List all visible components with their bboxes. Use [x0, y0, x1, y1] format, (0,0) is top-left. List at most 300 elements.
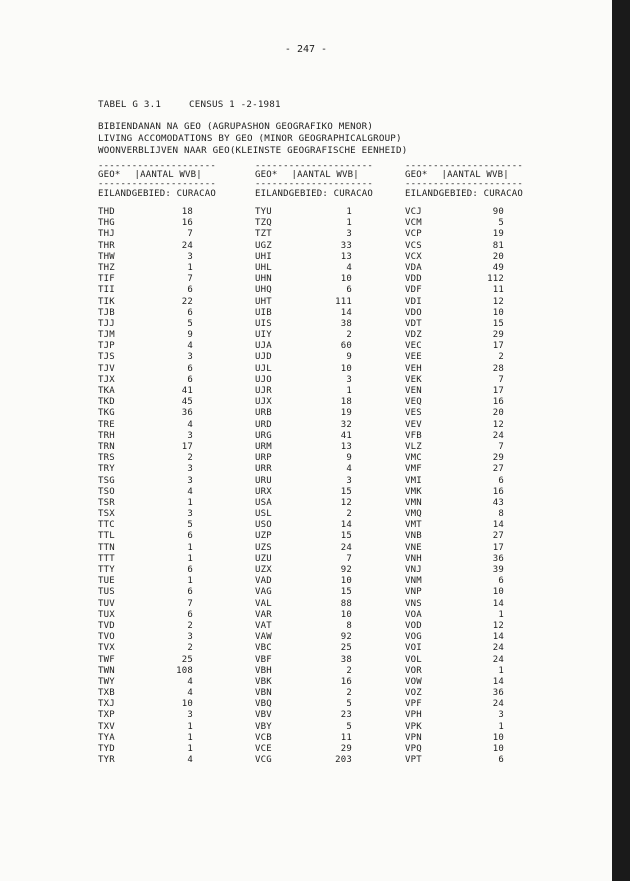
dwelling-count: 108	[176, 665, 193, 676]
dwelling-count: 3	[346, 475, 352, 486]
geo-code: VBC	[255, 643, 272, 654]
title-line-dutch: WOONVERBLIJVEN NAAR GEO(KLEINSTE GEOGRAFISCHE EENHEID)	[98, 145, 408, 156]
table-row	[255, 308, 373, 319]
census-date: CENSUS 1 -2-1981	[189, 99, 281, 110]
table-row	[405, 576, 523, 587]
table-row	[405, 621, 523, 632]
geo-code: VAL	[255, 598, 272, 609]
geo-code: VCM	[405, 218, 422, 229]
geo-code: UJA	[255, 341, 272, 352]
geo-code: VNP	[405, 587, 422, 598]
dwelling-count: 10	[340, 576, 352, 587]
geo-code: VAW	[255, 632, 272, 643]
table-row	[255, 252, 373, 263]
table-row	[98, 755, 216, 766]
table-row	[255, 509, 373, 520]
table-row	[405, 755, 523, 766]
dwelling-count: 10	[492, 587, 504, 598]
geo-code: TJX	[98, 374, 115, 385]
eilandgebied-label: EILANDGEBIED: CURACAO	[405, 189, 523, 199]
geo-code: TIK	[98, 296, 115, 307]
dwelling-count: 1	[498, 721, 504, 732]
dwelling-count: 10	[492, 744, 504, 754]
table-row	[405, 677, 523, 688]
dwelling-count: 2	[346, 509, 352, 520]
dwelling-count: 2	[187, 643, 193, 654]
data-column-1	[98, 163, 216, 766]
dwelling-count: 11	[492, 285, 504, 296]
dwelling-count: 3	[346, 374, 352, 385]
header-spacer	[427, 169, 441, 181]
geo-code: VPF	[405, 699, 422, 710]
geo-code: VEQ	[405, 397, 422, 408]
table-rows	[405, 207, 523, 766]
dwelling-count: 6	[187, 363, 193, 374]
dwelling-count: 16	[181, 218, 193, 229]
table-rows	[255, 207, 373, 766]
header-aantal-wvb: |AANTAL WVB|	[441, 170, 509, 180]
table-row	[405, 531, 523, 542]
header-aantal-wvb: |AANTAL WVB|	[291, 170, 359, 180]
dwelling-count: 24	[492, 699, 504, 710]
geo-code: UHQ	[255, 285, 272, 296]
dwelling-count: 49	[492, 262, 504, 273]
table-row	[255, 341, 373, 352]
dwelling-count: 4	[187, 688, 193, 699]
table-row	[405, 397, 523, 408]
table-row	[405, 285, 523, 296]
table-row	[98, 352, 216, 363]
dwelling-count: 90	[492, 207, 504, 217]
table-row	[405, 599, 523, 610]
geo-code: TYR	[98, 755, 115, 766]
dwelling-count: 9	[346, 352, 352, 363]
geo-code: UHN	[255, 274, 272, 285]
geo-code: THZ	[98, 262, 115, 273]
dwelling-count: 41	[340, 430, 352, 441]
table-row	[405, 319, 523, 330]
dwelling-count: 16	[492, 486, 504, 497]
geo-code: VBK	[255, 676, 272, 687]
dwelling-count: 6	[498, 576, 504, 587]
table-row	[405, 464, 523, 475]
table-row	[255, 319, 373, 330]
geo-code: VLZ	[405, 441, 422, 452]
geo-code: VCG	[255, 755, 272, 766]
geo-code: TUX	[98, 609, 115, 620]
table-row	[405, 487, 523, 498]
geo-code: VFB	[405, 430, 422, 441]
table-row	[405, 699, 523, 710]
dwelling-count: 36	[181, 408, 193, 419]
geo-code: VCX	[405, 251, 422, 262]
geo-code: VBH	[255, 665, 272, 676]
dwelling-count: 1	[187, 744, 193, 754]
geo-code: TTC	[98, 520, 115, 531]
table-row	[255, 520, 373, 531]
geo-code: VOD	[405, 620, 422, 631]
geo-code: USA	[255, 497, 272, 508]
geo-code: TZT	[255, 229, 272, 240]
dwelling-count: 6	[346, 285, 352, 296]
table-row	[255, 229, 373, 240]
geo-code: UJR	[255, 386, 272, 396]
geo-code: UZP	[255, 531, 272, 542]
dwelling-count: 36	[492, 688, 504, 699]
table-row	[255, 476, 373, 487]
dwelling-count: 2	[187, 620, 193, 631]
dwelling-count: 20	[492, 408, 504, 419]
dwelling-count: 11	[340, 732, 352, 743]
geo-code: TYD	[98, 744, 115, 754]
dwelling-count: 1	[187, 553, 193, 564]
table-row	[255, 207, 373, 218]
dwelling-count: 3	[498, 710, 504, 721]
header-spacer	[120, 169, 134, 181]
dwelling-count: 12	[340, 497, 352, 508]
geo-code: VNH	[405, 553, 422, 564]
geo-code: URD	[255, 419, 272, 430]
dwelling-count: 41	[181, 386, 193, 396]
dwelling-count: 18	[181, 207, 193, 217]
dwelling-count: 9	[346, 453, 352, 464]
table-row	[255, 386, 373, 397]
geo-code: TYA	[98, 732, 115, 743]
geo-code: UZX	[255, 565, 272, 575]
geo-code: URR	[255, 464, 272, 475]
table-row	[405, 252, 523, 263]
dwelling-count: 3	[187, 430, 193, 441]
table-row	[255, 464, 373, 475]
table-row	[98, 587, 216, 598]
table-row	[255, 666, 373, 677]
dwelling-count: 3	[187, 475, 193, 486]
dwelling-count: 23	[340, 710, 352, 721]
dwelling-count: 17	[492, 542, 504, 553]
geo-code: VCJ	[405, 207, 422, 217]
geo-code: TRH	[98, 430, 115, 441]
table-row	[98, 464, 216, 475]
geo-code: VNM	[405, 576, 422, 587]
dwelling-count: 8	[346, 620, 352, 631]
geo-code: UJL	[255, 363, 272, 374]
geo-code: VPN	[405, 732, 422, 743]
geo-code: TJS	[98, 352, 115, 363]
header-geo: GEO*	[98, 170, 121, 180]
geo-code: TTN	[98, 542, 115, 553]
dwelling-count: 10	[340, 363, 352, 374]
table-row	[98, 520, 216, 531]
table-row	[98, 509, 216, 520]
dwelling-count: 5	[346, 721, 352, 732]
table-row	[255, 610, 373, 621]
geo-code: TJV	[98, 363, 115, 374]
dwelling-count: 24	[492, 430, 504, 441]
dwelling-count: 6	[187, 565, 193, 575]
dwelling-count: 4	[187, 676, 193, 687]
geo-code: VDZ	[405, 330, 422, 341]
table-row	[405, 229, 523, 240]
table-row	[98, 386, 216, 397]
geo-code: TXB	[98, 688, 115, 699]
table-row	[98, 677, 216, 688]
geo-code: TIF	[98, 274, 115, 285]
dwelling-count: 88	[340, 598, 352, 609]
table-row	[255, 420, 373, 431]
table-row	[98, 285, 216, 296]
geo-code: VOA	[405, 609, 422, 620]
geo-code: TRS	[98, 453, 115, 464]
geo-code: TKG	[98, 408, 115, 419]
table-row	[255, 364, 373, 375]
table-row	[405, 722, 523, 733]
dwelling-count: 15	[340, 486, 352, 497]
dwelling-count: 18	[340, 397, 352, 408]
geo-code: VEC	[405, 341, 422, 352]
table-row	[255, 565, 373, 576]
geo-code: VMI	[405, 475, 422, 486]
table-row	[98, 744, 216, 755]
geo-code: THR	[98, 240, 115, 251]
dwelling-count: 3	[187, 710, 193, 721]
geo-code: UHL	[255, 262, 272, 273]
table-row	[255, 487, 373, 498]
geo-code: VBV	[255, 710, 272, 721]
geo-code: UZU	[255, 553, 272, 564]
table-row	[98, 710, 216, 721]
table-row	[405, 520, 523, 531]
table-row	[405, 643, 523, 654]
table-row	[255, 397, 373, 408]
geo-code: VMK	[405, 486, 422, 497]
dwelling-count: 6	[187, 285, 193, 296]
dwelling-count: 14	[492, 676, 504, 687]
dwelling-count: 7	[187, 229, 193, 240]
table-row	[98, 263, 216, 274]
dwelling-count: 6	[187, 374, 193, 385]
geo-code: TTY	[98, 565, 115, 575]
dwelling-count: 10	[492, 732, 504, 743]
table-row	[405, 610, 523, 621]
geo-code: TVO	[98, 632, 115, 643]
dwelling-count: 25	[340, 643, 352, 654]
geo-code: TWN	[98, 665, 115, 676]
table-row	[405, 476, 523, 487]
table-row	[98, 565, 216, 576]
table-row	[255, 677, 373, 688]
dwelling-count: 43	[492, 497, 504, 508]
dwelling-count: 29	[492, 453, 504, 464]
dwelling-count: 38	[340, 318, 352, 329]
table-row	[255, 442, 373, 453]
dwelling-count: 5	[187, 318, 193, 329]
table-row	[255, 453, 373, 464]
geo-code: TRY	[98, 464, 115, 475]
dwelling-count: 6	[187, 587, 193, 598]
geo-code: VBQ	[255, 699, 272, 710]
table-row	[255, 710, 373, 721]
table-row	[98, 699, 216, 710]
dwelling-count: 7	[346, 553, 352, 564]
dwelling-count: 7	[187, 274, 193, 285]
geo-code: VNS	[405, 598, 422, 609]
table-row	[98, 722, 216, 733]
dwelling-count: 36	[492, 553, 504, 564]
dwelling-count: 4	[187, 419, 193, 430]
geo-code: VCS	[405, 240, 422, 251]
geo-code: VOZ	[405, 688, 422, 699]
table-row	[405, 420, 523, 431]
table-row	[405, 408, 523, 419]
geo-code: TSX	[98, 509, 115, 520]
geo-code: TII	[98, 285, 115, 296]
dwelling-count: 2	[187, 453, 193, 464]
table-row	[255, 285, 373, 296]
table-row	[405, 710, 523, 721]
geo-code: TXJ	[98, 699, 115, 710]
table-row	[405, 375, 523, 386]
dash-rule: ---------------------	[255, 181, 373, 187]
geo-code: VOG	[405, 632, 422, 643]
table-row	[98, 621, 216, 632]
geo-code: VDA	[405, 262, 422, 273]
table-row	[405, 509, 523, 520]
table-row	[405, 308, 523, 319]
header-spacer	[277, 169, 291, 181]
table-row	[98, 442, 216, 453]
geo-code: TUV	[98, 598, 115, 609]
dwelling-count: 6	[187, 531, 193, 542]
table-row	[405, 453, 523, 464]
table-row	[98, 375, 216, 386]
dwelling-count: 10	[181, 699, 193, 710]
table-row	[405, 274, 523, 285]
geo-code: TSG	[98, 475, 115, 486]
table-number: TABEL G 3.1	[98, 99, 162, 110]
dwelling-count: 22	[181, 296, 193, 307]
data-column-2	[255, 163, 373, 766]
dwelling-count: 14	[492, 520, 504, 531]
geo-code: TKA	[98, 386, 115, 396]
geo-code: TKD	[98, 397, 115, 408]
dwelling-count: 16	[492, 397, 504, 408]
table-row	[98, 655, 216, 666]
dwelling-count: 25	[181, 654, 193, 665]
geo-code: VDD	[405, 274, 422, 285]
geo-code: VCB	[255, 732, 272, 743]
geo-code: VES	[405, 408, 422, 419]
dwelling-count: 17	[492, 386, 504, 396]
dwelling-count: 24	[340, 542, 352, 553]
table-row	[255, 655, 373, 666]
table-row	[98, 274, 216, 285]
geo-code: VNJ	[405, 565, 422, 575]
dwelling-count: 24	[492, 643, 504, 654]
table-row	[98, 632, 216, 643]
table-row	[98, 408, 216, 419]
dwelling-count: 12	[492, 419, 504, 430]
dwelling-count: 15	[492, 318, 504, 329]
geo-code: VBN	[255, 688, 272, 699]
table-row	[405, 565, 523, 576]
dwelling-count: 13	[340, 251, 352, 262]
column-header	[98, 169, 216, 181]
dwelling-count: 17	[181, 441, 193, 452]
table-row	[255, 576, 373, 587]
geo-code: UIS	[255, 318, 272, 329]
table-row	[98, 341, 216, 352]
dwelling-count: 4	[346, 464, 352, 475]
table-row	[405, 341, 523, 352]
dwelling-count: 7	[187, 598, 193, 609]
dwelling-count: 29	[340, 744, 352, 754]
dash-rule: ---------------------	[405, 181, 523, 187]
dwelling-count: 10	[340, 609, 352, 620]
table-row	[255, 643, 373, 654]
dwelling-count: 19	[492, 229, 504, 240]
dwelling-count: 15	[340, 587, 352, 598]
table-row	[255, 498, 373, 509]
table-row	[98, 688, 216, 699]
table-row	[405, 587, 523, 598]
geo-code: UHT	[255, 296, 272, 307]
dwelling-count: 27	[492, 531, 504, 542]
dwelling-count: 1	[187, 576, 193, 587]
table-row	[405, 498, 523, 509]
table-row	[255, 297, 373, 308]
dwelling-count: 1	[498, 609, 504, 620]
table-row	[405, 632, 523, 643]
geo-code: TRE	[98, 419, 115, 430]
dwelling-count: 81	[492, 240, 504, 251]
table-row	[98, 207, 216, 218]
table-row	[405, 352, 523, 363]
geo-code: VOR	[405, 665, 422, 676]
table-row	[255, 699, 373, 710]
dwelling-count: 5	[346, 699, 352, 710]
table-row	[405, 241, 523, 252]
geo-code: VEK	[405, 374, 422, 385]
geo-code: VCE	[255, 744, 272, 754]
table-row	[255, 263, 373, 274]
table-row	[405, 744, 523, 755]
title-line-english: LIVING ACCOMODATIONS BY GEO (MINOR GEOGRAPHICALGROUP)	[98, 133, 402, 144]
dwelling-count: 12	[492, 296, 504, 307]
geo-code: USL	[255, 509, 272, 520]
dwelling-count: 3	[187, 509, 193, 520]
dwelling-count: 14	[492, 632, 504, 643]
table-row	[405, 543, 523, 554]
dash-rule: ---------------------	[98, 181, 216, 187]
dwelling-count: 13	[340, 441, 352, 452]
geo-code: TUS	[98, 587, 115, 598]
dwelling-count: 6	[498, 755, 504, 766]
table-row	[98, 330, 216, 341]
header-aantal-wvb: |AANTAL WVB|	[134, 170, 202, 180]
geo-code: URP	[255, 453, 272, 464]
table-row	[98, 733, 216, 744]
table-row	[98, 610, 216, 621]
table-row	[405, 297, 523, 308]
dwelling-count: 17	[492, 341, 504, 352]
table-row	[98, 308, 216, 319]
geo-code: VDO	[405, 307, 422, 318]
dwelling-count: 9	[187, 330, 193, 341]
geo-code: TWY	[98, 676, 115, 687]
table-row	[405, 655, 523, 666]
geo-code: VMC	[405, 453, 422, 464]
dwelling-count: 8	[498, 509, 504, 520]
